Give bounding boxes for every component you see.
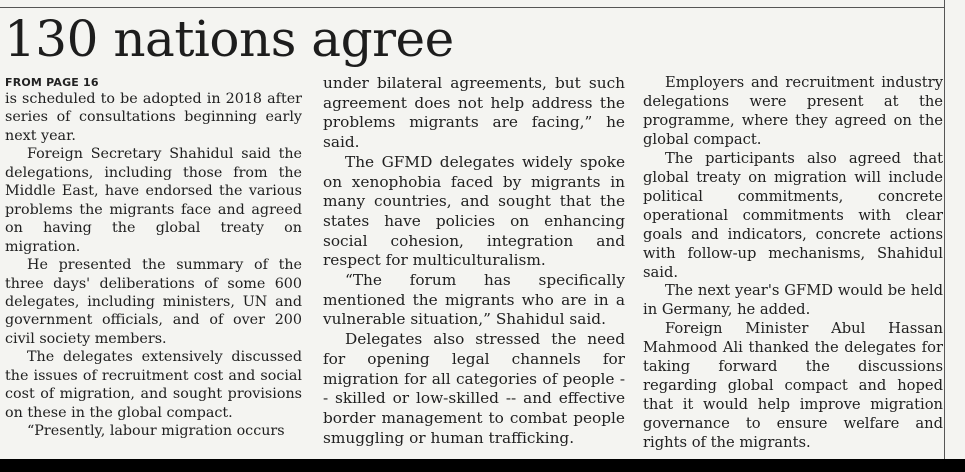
paragraph: “Presently, labour migration occurs xyxy=(27,423,285,440)
paragraph: Employers and recruitment industry delegations were present at the programme, where they agreed on the global compact. xyxy=(643,74,943,148)
article-column-2 xyxy=(323,74,625,448)
paragraph: He presented the summary of the three days' deliberations of some 600 delegates, including ministers, UN and government officials, and of over 200 civil society members. xyxy=(5,257,302,347)
paragraph: Delegates also stressed the need for opening legal channels for migration for all categories of people -- skilled or low-skilled -- and effective border management to combat people smuggling or human trafficking. xyxy=(323,330,625,447)
paragraph: Foreign Minister Abul Hassan Mahmood Ali thanked the delegates for taking forward the discussions regarding global compact and hoped that it would help improve migration governance to ensure welfare and rights of the migrants. xyxy=(643,320,943,452)
paragraph: The participants also agreed that global treaty on migration will include political commitments, concrete operational commitments with clear goals and indicators, concrete actions with follow-up mechanisms, Shahidul said. xyxy=(643,149,943,281)
paragraph: “The forum has specifically mentioned the migrants who are in a vulnerable situation,” Shahidul said. xyxy=(323,271,625,329)
jump-line: FROM PAGE 16 xyxy=(5,76,99,89)
paragraph: under bilateral agreements, but such agreement does not help address the problems migrants are facing,” he said. xyxy=(323,74,625,152)
paragraph: Foreign Secretary Shahidul said the delegations, including those from the Middle East, have endorsed the various problems the migrants face and agreed on having the global treaty on migration. xyxy=(5,146,302,255)
article-column-1 xyxy=(5,74,302,441)
scan-border xyxy=(0,459,965,472)
paragraph: is scheduled to be adopted in 2018 after series of consultations beginning early next year. xyxy=(5,91,302,144)
column-rule xyxy=(944,0,945,459)
paragraph: The GFMD delegates widely spoke on xenophobia faced by migrants in many countries, and sought that the states have policies on enhancing social cohesion, integration and respect for multiculturalism. xyxy=(323,152,625,270)
top-rule xyxy=(0,7,945,8)
headline: 130 nations agree xyxy=(4,10,454,68)
paragraph: The delegates extensively discussed the issues of recruitment cost and social cost of migration, and sought provisions on these in the global compact. xyxy=(5,349,302,421)
article-column-3 xyxy=(643,74,943,453)
paragraph: The next year's GFMD would be held in Germany, he added. xyxy=(643,282,943,319)
